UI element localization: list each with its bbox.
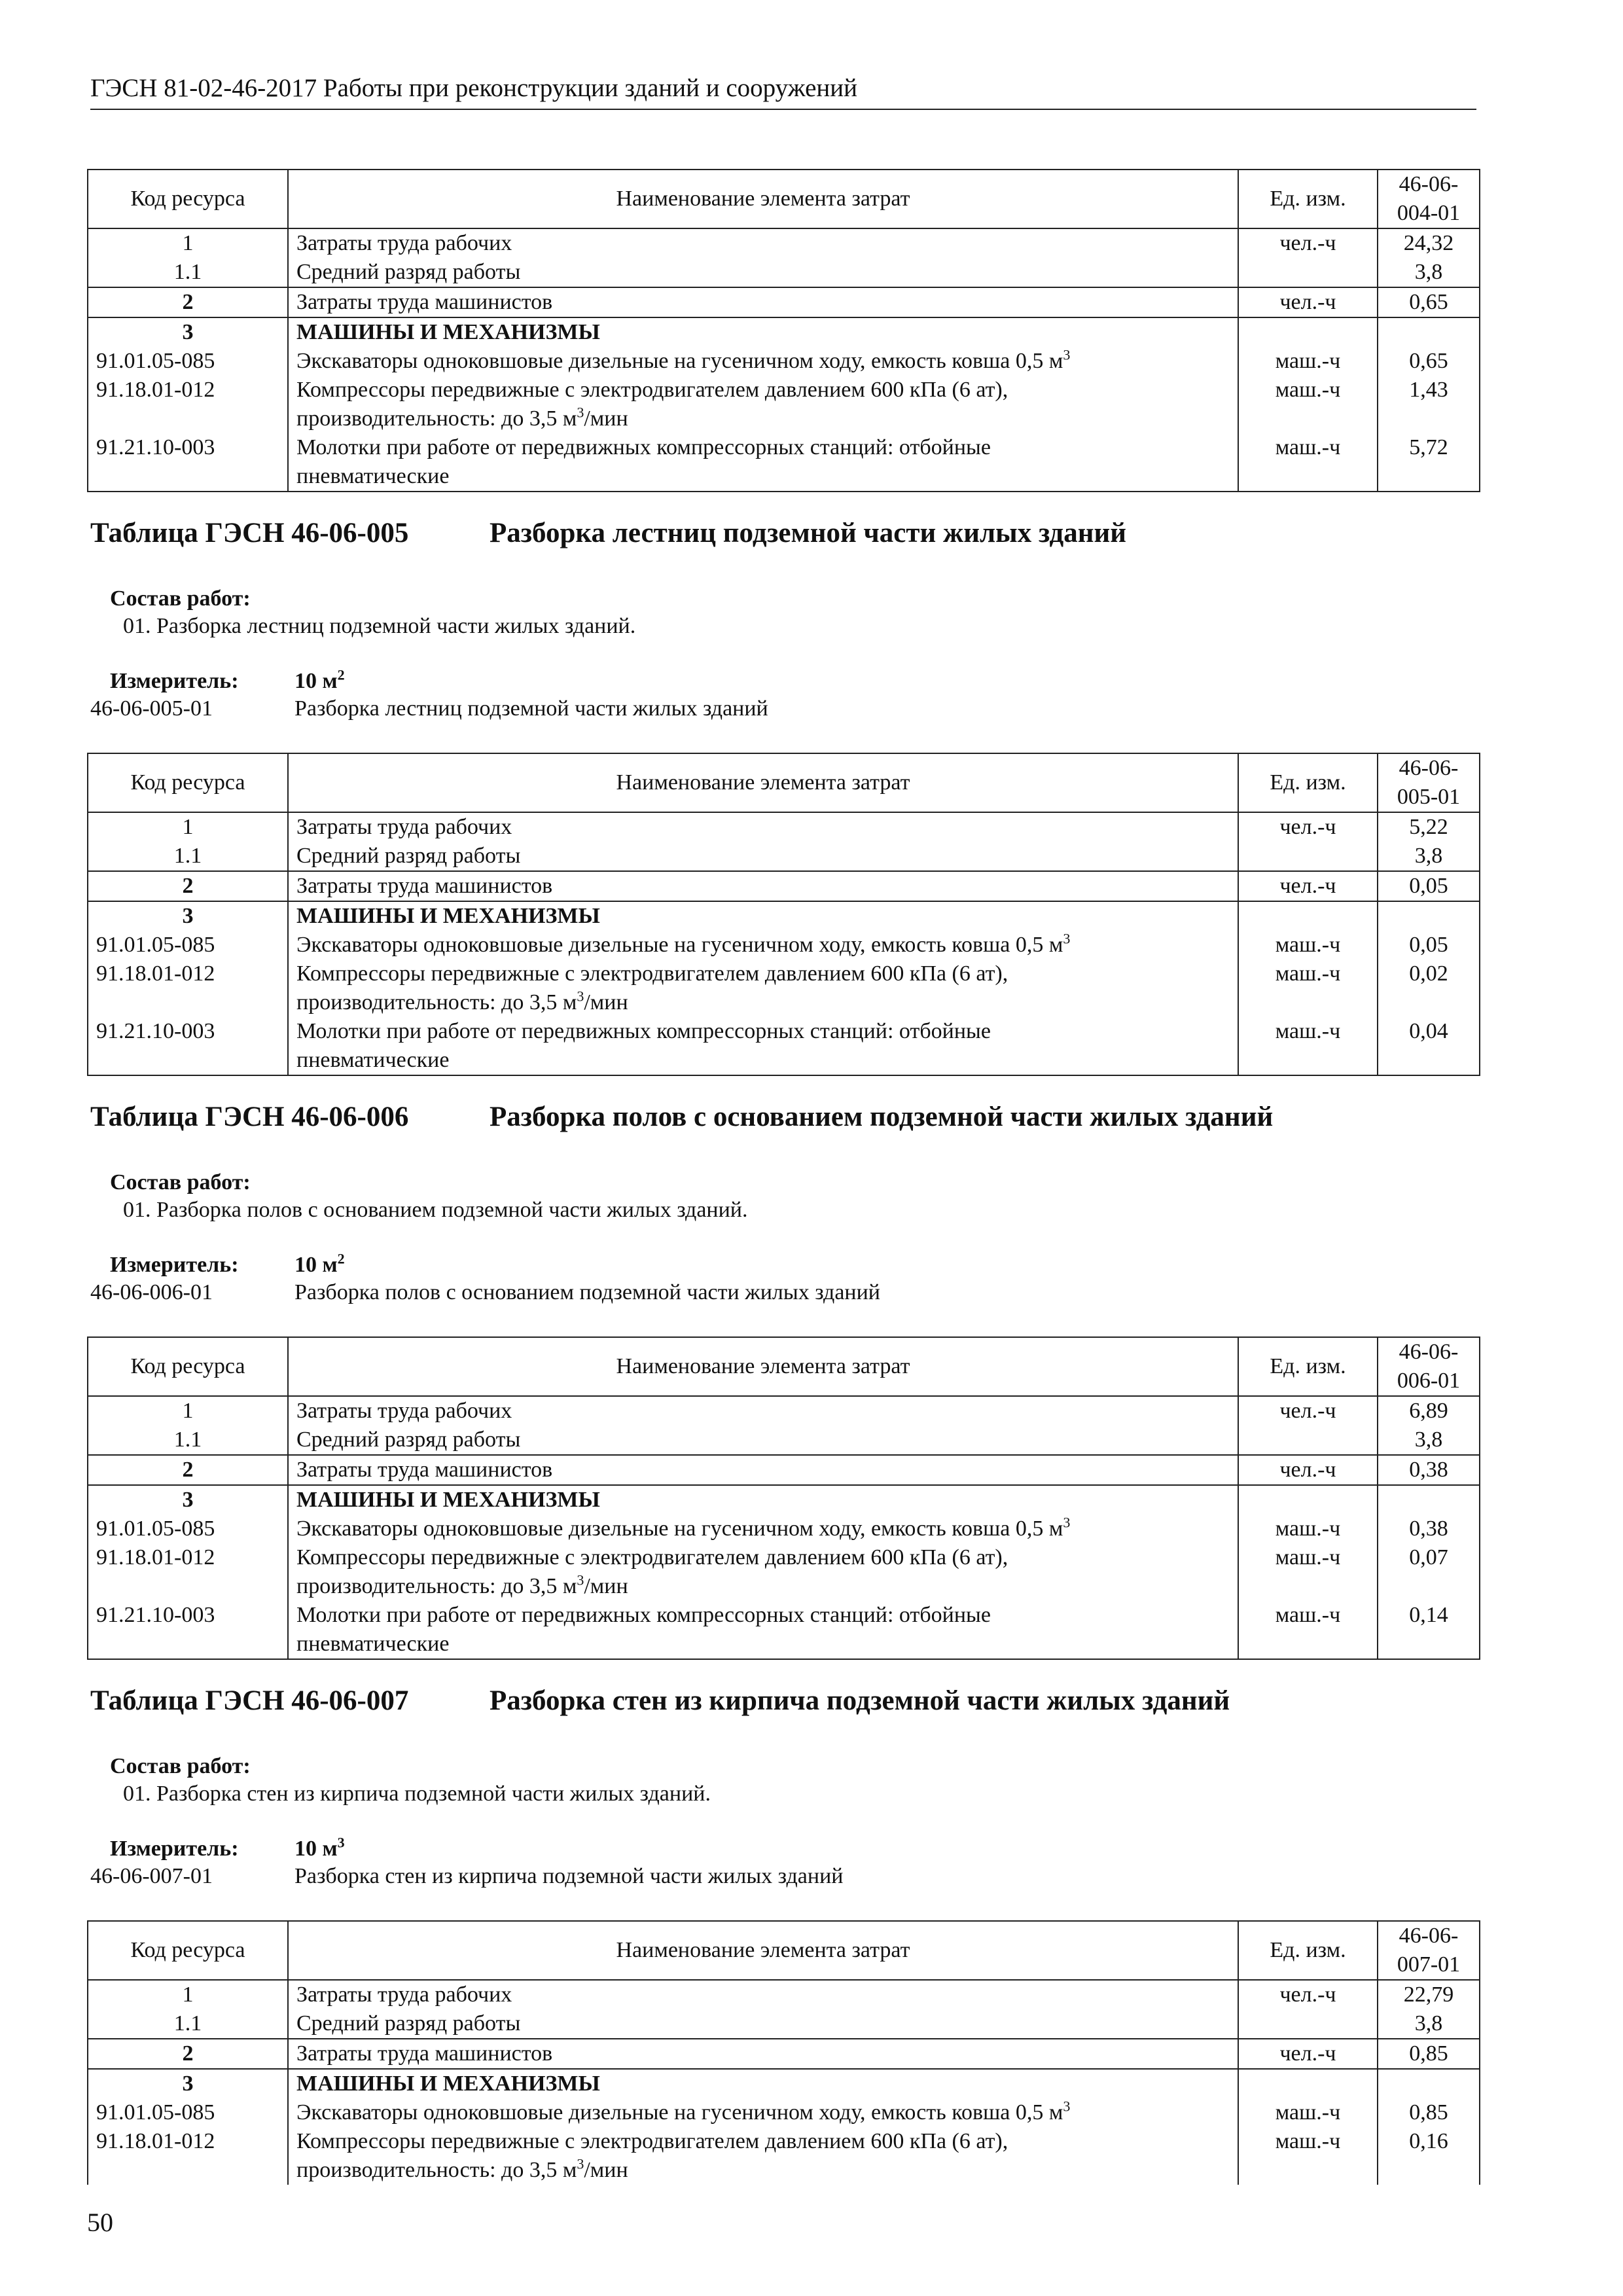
table-row: 91.21.10-003 Молотки при работе от передвижных компрессорных станций: отбойные маш.-ч 0,14 (88, 1601, 1480, 1630)
table-row: 3 МАШИНЫ И МЕХАНИЗМЫ (88, 1485, 1480, 1515)
table-row: 2 Затраты труда машинистов чел.-ч 0,05 (88, 871, 1480, 901)
table-row: производительность: до 3,5 $м^3$/мин (88, 988, 1480, 1017)
col-header-name: Наименование элемента затрат (288, 170, 1238, 228)
table-row: 91.01.05-085 Экскаваторы одноковшовые дизельные на гусеничном ходу, емкость ковша 0,5 $м^3$ маш.-ч 0,65 (88, 347, 1480, 376)
table-row: 3 МАШИНЫ И МЕХАНИЗМЫ (88, 901, 1480, 931)
table-row: производительность: до 3,5 $м^3$/мин (88, 2156, 1480, 2185)
table-row: 91.21.10-003 Молотки при работе от передвижных компрессорных станций: отбойные маш.-ч 0,04 (88, 1017, 1480, 1046)
table-row: 1.1 Средний разряд работы 3,8 (88, 842, 1480, 871)
table-title-007: Таблица ГЭСН 46-06-007 Разборка стен из кирпича подземной части жилых зданий (90, 1685, 1230, 1716)
table-row: 91.21.10-003 Молотки при работе от передвижных компрессорных станций: отбойные маш.-ч 5,72 (88, 433, 1480, 462)
table-row: 3 МАШИНЫ И МЕХАНИЗМЫ (88, 317, 1480, 347)
running-header: ГЭСН 81-02-46-2017 Работы при реконструкции зданий и сооружений (90, 73, 1476, 110)
table-row: 91.01.05-085 Экскаваторы одноковшовые дизельные на гусеничном ходу, емкость ковша 0,5 $м^3$ маш.-ч 0,38 (88, 1515, 1480, 1543)
table-row: 2 Затраты труда машинистов чел.-ч 0,85 (88, 2039, 1480, 2069)
table-row: 91.18.01-012 Компрессоры передвижные с электродвигателем давлением 600 кПа (6 ат), маш.-ч 1,43 (88, 376, 1480, 404)
table-row: 91.18.01-012 Компрессоры передвижные с электродвигателем давлением 600 кПа (6 ат), маш.-ч 0,07 (88, 1543, 1480, 1572)
table-title-006: Таблица ГЭСН 46-06-006 Разборка полов с основанием подземной части жилых зданий (90, 1102, 1274, 1132)
resource-table-006: Код ресурса Наименование элемента затрат Ед. изм. 46-06- 006-01 1 Затраты труда рабочих чел.-ч 6,89 1.1 Средний разряд работы 3,8 2 Затраты труда машинистов чел.-ч 0,38 3 МАШИНЫ И МЕХАНИЗМЫ 91.01.05-085 Экскаваторы одноковшовые дизельные на гусеничном ходу, емкость ковша 0,5 $м^3$ маш.-ч 0,38 91.18.01-012 Компрессоры передвижные с электродвигателем давлением 600 кПа (6 ат), маш.-ч 0,07 производительность: до 3,5 $м^3$/мин 91.21.10-003 Молотки при работе от передвижных компрессорных станций: отбойные маш.-ч 0,14 пневматические (87, 1336, 1480, 1660)
meter-005: Измеритель: 10 $м^2$ 46-06-005-01 Разборка лестниц подземной части жилых зданий (90, 666, 768, 721)
work-composition-006: Состав работ: 01. Разборка полов с основанием подземной части жилых зданий. (110, 1170, 748, 1222)
table-row: пневматические (88, 462, 1480, 492)
page-number: 50 (87, 2208, 113, 2237)
table-row: 2 Затраты труда машинистов чел.-ч 0,38 (88, 1455, 1480, 1485)
resource-table-005: Код ресурса Наименование элемента затрат Ед. изм. 46-06- 005-01 1 Затраты труда рабочих чел.-ч 5,22 1.1 Средний разряд работы 3,8 2 Затраты труда машинистов чел.-ч 0,05 3 МАШИНЫ И МЕХАНИЗМЫ 91.01.05-085 Экскаваторы одноковшовые дизельные на гусеничном ходу, емкость ковша 0,5 $м^3$ маш.-ч 0,05 91.18.01-012 Компрессоры передвижные с электродвигателем давлением 600 кПа (6 ат), маш.-ч 0,02 производительность: до 3,5 $м^3$/мин 91.21.10-003 Молотки при работе от передвижных компрессорных станций: отбойные маш.-ч 0,04 пневматические (87, 753, 1480, 1076)
table-row: 1 Затраты труда рабочих чел.-ч 5,22 (88, 812, 1480, 842)
work-composition-007: Состав работ: 01. Разборка стен из кирпича подземной части жилых зданий. (110, 1754, 711, 1806)
table-row: 1 Затраты труда рабочих чел.-ч 24,32 (88, 228, 1480, 258)
col-header-rate: 46-06- 004-01 (1378, 170, 1480, 228)
table-row: 91.01.05-085 Экскаваторы одноковшовые дизельные на гусеничном ходу, емкость ковша 0,5 $м^3$ маш.-ч 0,85 (88, 2098, 1480, 2127)
table-row: 91.18.01-012 Компрессоры передвижные с электродвигателем давлением 600 кПа (6 ат), маш.-ч 0,16 (88, 2127, 1480, 2156)
table-row: 1 Затраты труда рабочих чел.-ч 22,79 (88, 1980, 1480, 2009)
table-row: производительность: до 3,5 $м^3$/мин (88, 404, 1480, 433)
table-row: 91.18.01-012 Компрессоры передвижные с электродвигателем давлением 600 кПа (6 ат), маш.-ч 0,02 (88, 960, 1480, 988)
table-row: 91.01.05-085 Экскаваторы одноковшовые дизельные на гусеничном ходу, емкость ковша 0,5 $м^3$ маш.-ч 0,05 (88, 931, 1480, 960)
table-row: 2 Затраты труда машинистов чел.-ч 0,65 (88, 287, 1480, 317)
table-row: 3 МАШИНЫ И МЕХАНИЗМЫ (88, 2069, 1480, 2098)
resource-table-007: Код ресурса Наименование элемента затрат Ед. изм. 46-06- 007-01 1 Затраты труда рабочих чел.-ч 22,79 1.1 Средний разряд работы 3,8 2 Затраты труда машинистов чел.-ч 0,85 3 МАШИНЫ И МЕХАНИЗМЫ 91.01.05-085 Экскаваторы одноковшовые дизельные на гусеничном ходу, емкость ковша 0,5 $м^3$ маш.-ч 0,85 91.18.01-012 Компрессоры передвижные с электродвигателем давлением 600 кПа (6 ат), маш.-ч 0,16 производительность: до 3,5 $м^3$/мин (87, 1920, 1480, 2185)
meter-006: Измеритель: 10 $м^2$ 46-06-006-01 Разборка полов с основанием подземной части жилых зданий (90, 1250, 880, 1304)
col-header-code: Код ресурса (88, 170, 288, 228)
table-row: 1.1 Средний разряд работы 3,8 (88, 2009, 1480, 2039)
table-row: 1.1 Средний разряд работы 3,8 (88, 258, 1480, 287)
work-composition-005: Состав работ: 01. Разборка лестниц подземной части жилых зданий. (110, 586, 636, 638)
resource-table-004 (87, 169, 1480, 492)
table-row: пневматические (88, 1630, 1480, 1659)
table-row: 1.1 Средний разряд работы 3,8 (88, 1426, 1480, 1455)
table-row: производительность: до 3,5 $м^3$/мин (88, 1572, 1480, 1601)
table-row: пневматические (88, 1046, 1480, 1075)
table-title-005: Таблица ГЭСН 46-06-005 Разборка лестниц подземной части жилых зданий (90, 518, 1127, 548)
col-header-unit: Ед. изм. (1238, 170, 1378, 228)
table-row: 1 Затраты труда рабочих чел.-ч 6,89 (88, 1396, 1480, 1426)
meter-007: Измеритель: 10 $м^3$ 46-06-007-01 Разборка стен из кирпича подземной части жилых зданий (90, 1834, 844, 1888)
